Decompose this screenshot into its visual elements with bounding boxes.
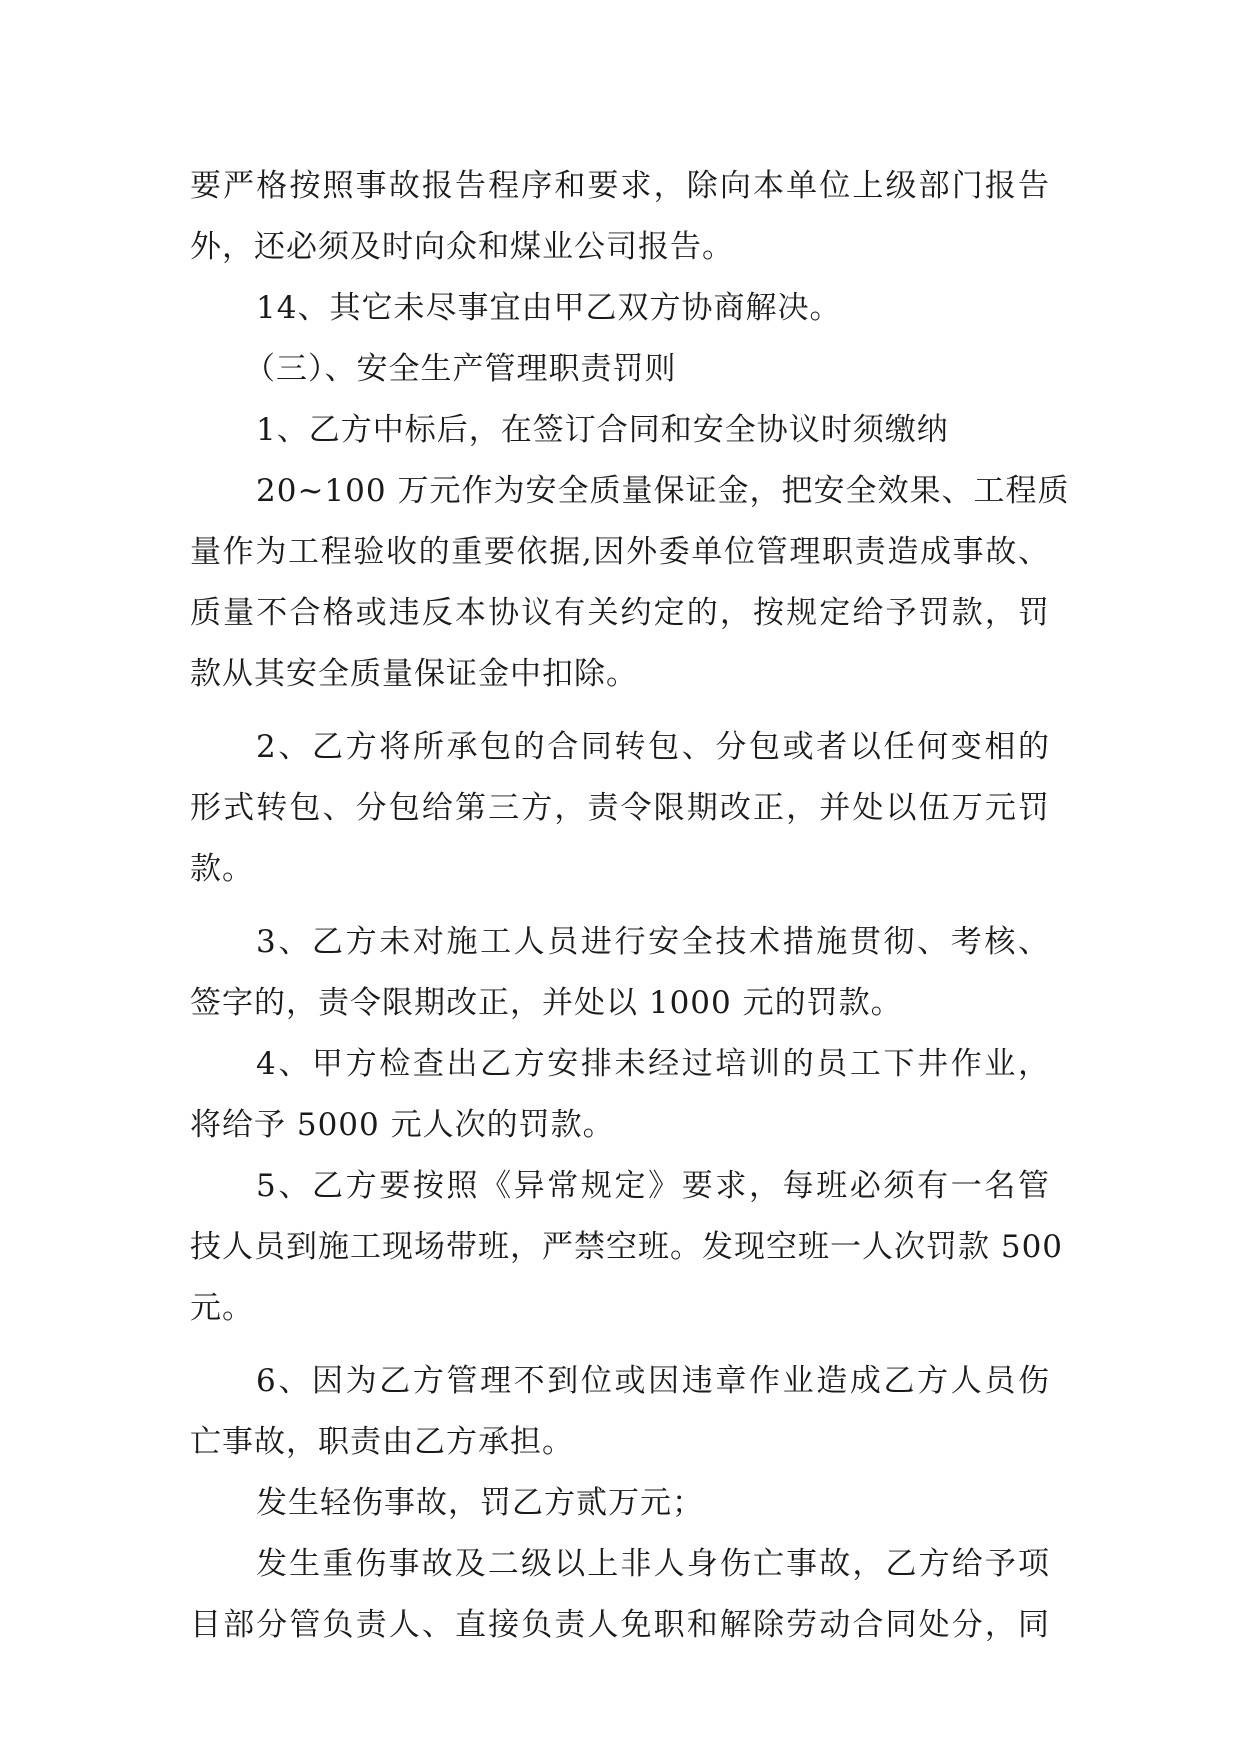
text-line: 签字的，责令限期改正，并处以 1000 元的罚款。 xyxy=(190,985,903,1021)
text-line: 2、乙方将所承包的合同转包、分包或者以任何变相的 xyxy=(256,729,1050,765)
text-line: 1、乙方中标后，在签订合同和安全协议时须缴纳 xyxy=(256,412,949,448)
text-line: 3、乙方未对施工人员进行安全技术措施贯彻、考核、 xyxy=(256,924,1050,960)
text-line: 将给予 5000 元人次的罚款。 xyxy=(190,1107,615,1143)
text-line: 款。 xyxy=(190,851,254,887)
text-line: 元。 xyxy=(190,1290,254,1326)
text-line: 发生重伤事故及二级以上非人身伤亡事故，乙方给予项 xyxy=(256,1546,1050,1582)
text-line: 目部分管负责人、直接负责人免职和解除劳动合同处分，同 xyxy=(190,1607,1050,1643)
document-page xyxy=(190,156,1070,1656)
text-line: 6、因为乙方管理不到位或因违章作业造成乙方人员伤 xyxy=(256,1363,1050,1399)
text-line: 5、乙方要按照《异常规定》要求，每班必须有一名管 xyxy=(256,1168,1050,1204)
text-line: 外，还必须及时向众和煤业公司报告。 xyxy=(190,229,734,265)
text-line: 量作为工程验收的重要依据,因外委单位管理职责造成事故、 xyxy=(190,534,1050,570)
text-line: 14、其它未尽事宜由甲乙双方协商解决。 xyxy=(256,290,842,326)
text-line: 质量不合格或违反本协议有关约定的，按规定给予罚款，罚 xyxy=(190,595,1050,631)
text-line: 形式转包、分包给第三方，责令限期改正，并处以伍万元罚 xyxy=(190,790,1050,826)
text-line: 20~100 万元作为安全质量保证金，把安全效果、工程质 xyxy=(256,473,1070,509)
text-line: 要严格按照事故报告程序和要求，除向本单位上级部门报告 xyxy=(190,168,1050,204)
text-line: 亡事故，职责由乙方承担。 xyxy=(190,1424,574,1460)
section-heading: （三）、安全生产管理职责罚则 xyxy=(244,351,677,387)
text-line: 4、甲方检查出乙方安排未经过培训的员工下井作业， xyxy=(256,1046,1050,1082)
text-line: 款从其安全质量保证金中扣除。 xyxy=(190,656,638,692)
text-line: 技人员到施工现场带班，严禁空班。发现空班一人次罚款 500 xyxy=(190,1229,1064,1265)
text-line: 发生轻伤事故，罚乙方贰万元； xyxy=(256,1485,704,1521)
